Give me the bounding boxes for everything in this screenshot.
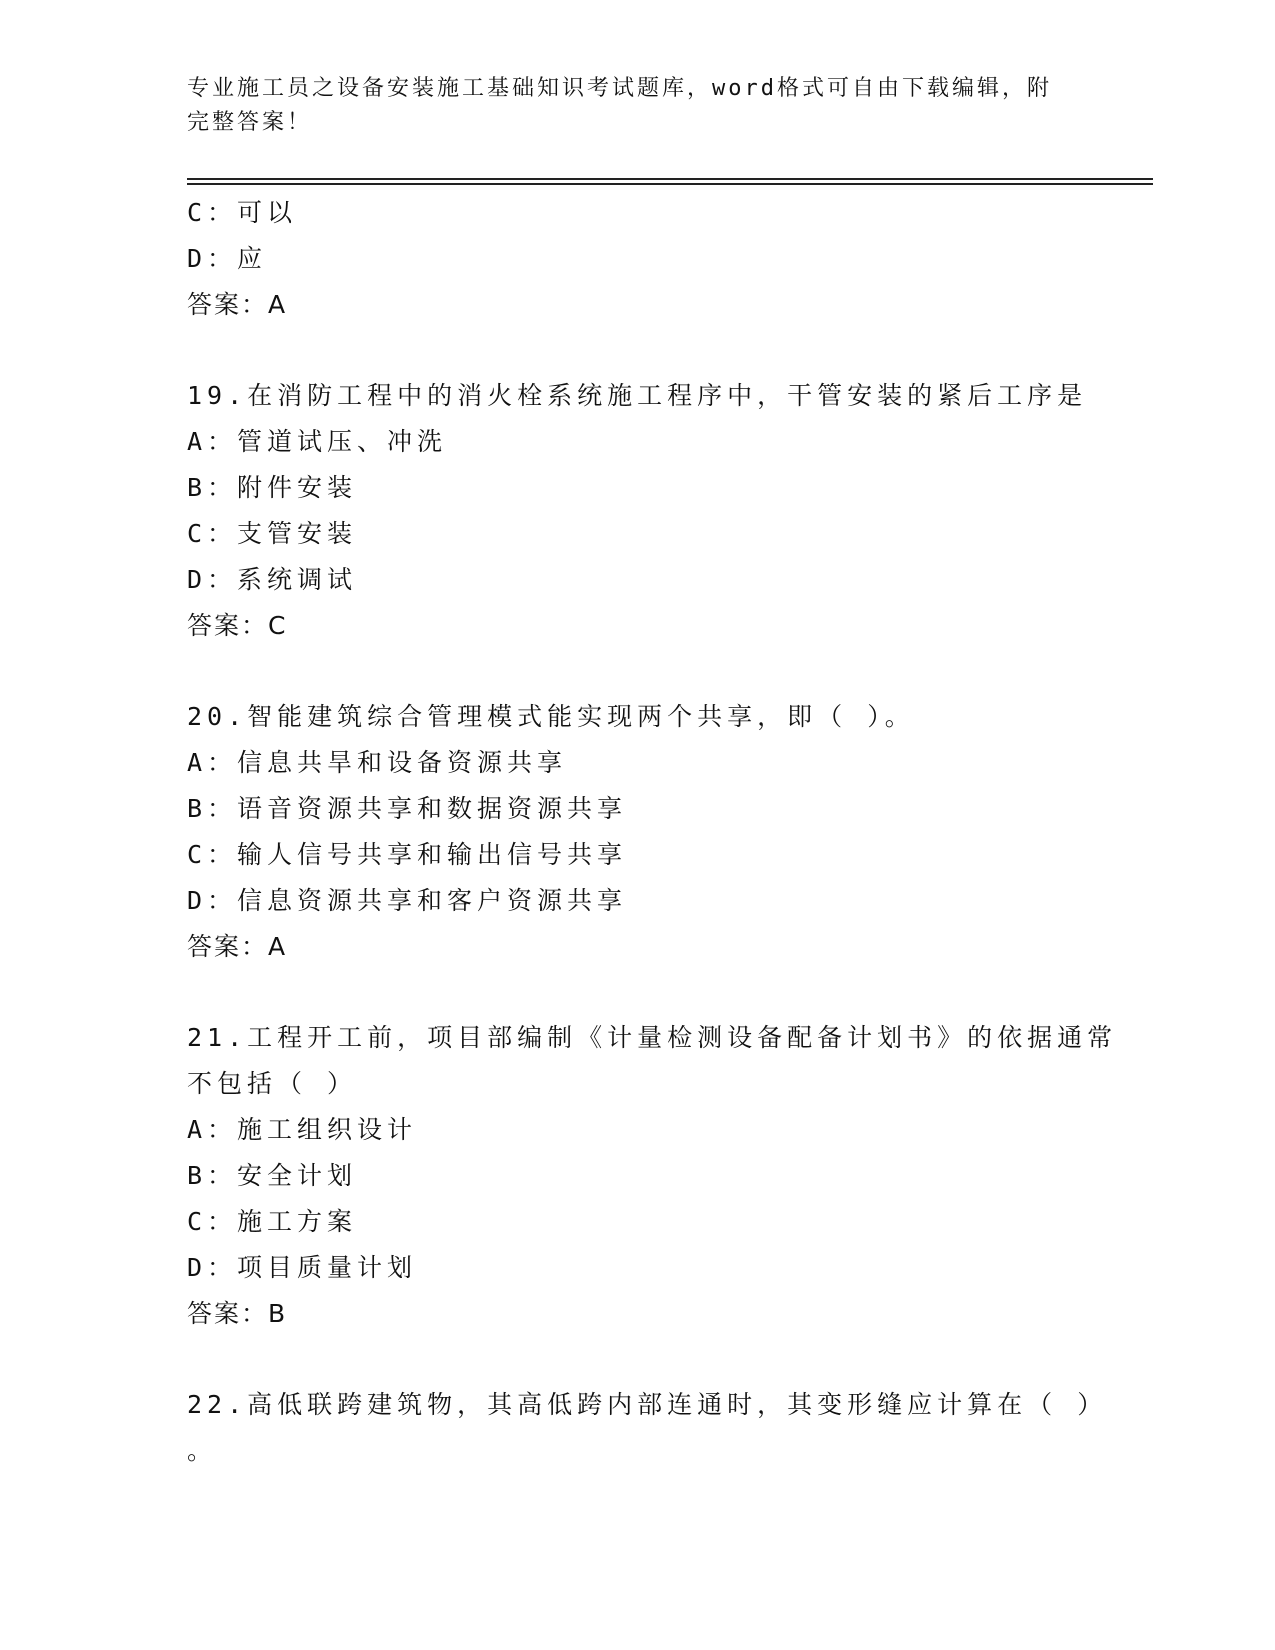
answer: 答案：C: [187, 611, 288, 640]
option-d: D：系统调试: [187, 565, 358, 594]
option-b: B：安全计划: [187, 1161, 358, 1190]
option-b: B：附件安装: [187, 473, 358, 502]
document-header: 专业施工员之设备安装施工基础知识考试题库，word格式可自由下载编辑，附完整答案！: [187, 76, 1052, 135]
header-rule-top: [187, 178, 1153, 180]
question-list: [187, 190, 1117, 1474]
option-a: A：信息共旱和设备资源共享: [187, 748, 568, 777]
answer: 答案：B: [187, 1299, 288, 1328]
question-text-line-1: 21.工程开工前，项目部编制《计量检测设备配备计划书》的依据通常: [187, 1023, 1118, 1052]
option-d: D：项目质量计划: [187, 1253, 418, 1282]
question-text-line-2: 不包括（ ）: [187, 1069, 358, 1098]
option-a: A：施工组织设计: [187, 1115, 418, 1144]
option-d: D：应: [187, 244, 268, 273]
question-text-line-2: 。: [187, 1436, 218, 1465]
question-text: 20.智能建筑综合管理模式能实现两个共享，即（ ）。: [187, 702, 915, 731]
option-b: B：语音资源共享和数据资源共享: [187, 794, 628, 823]
question-text: 19.在消防工程中的消火栓系统施工程序中，干管安装的紧后工序是: [187, 381, 1088, 410]
option-c: C：施工方案: [187, 1207, 358, 1236]
answer: 答案：A: [187, 290, 288, 319]
question-19: [187, 373, 1117, 649]
answer: 答案：A: [187, 932, 288, 961]
header-rule-bottom: [187, 183, 1153, 185]
option-c: C：可以: [187, 198, 298, 227]
question-text-line-1: 22.高低联跨建筑物，其高低跨内部连通时，其变形缝应计算在（ ）: [187, 1390, 1108, 1419]
option-c: C：输人信号共享和输出信号共享: [187, 840, 628, 869]
question-21: [187, 1015, 1117, 1337]
option-d: D：信息资源共享和客户资源共享: [187, 886, 628, 915]
question-20: [187, 694, 1117, 970]
option-a: A：管道试压、冲洗: [187, 427, 448, 456]
question-18-tail: [187, 190, 1117, 328]
option-c: C：支管安装: [187, 519, 358, 548]
question-22: [187, 1382, 1117, 1474]
